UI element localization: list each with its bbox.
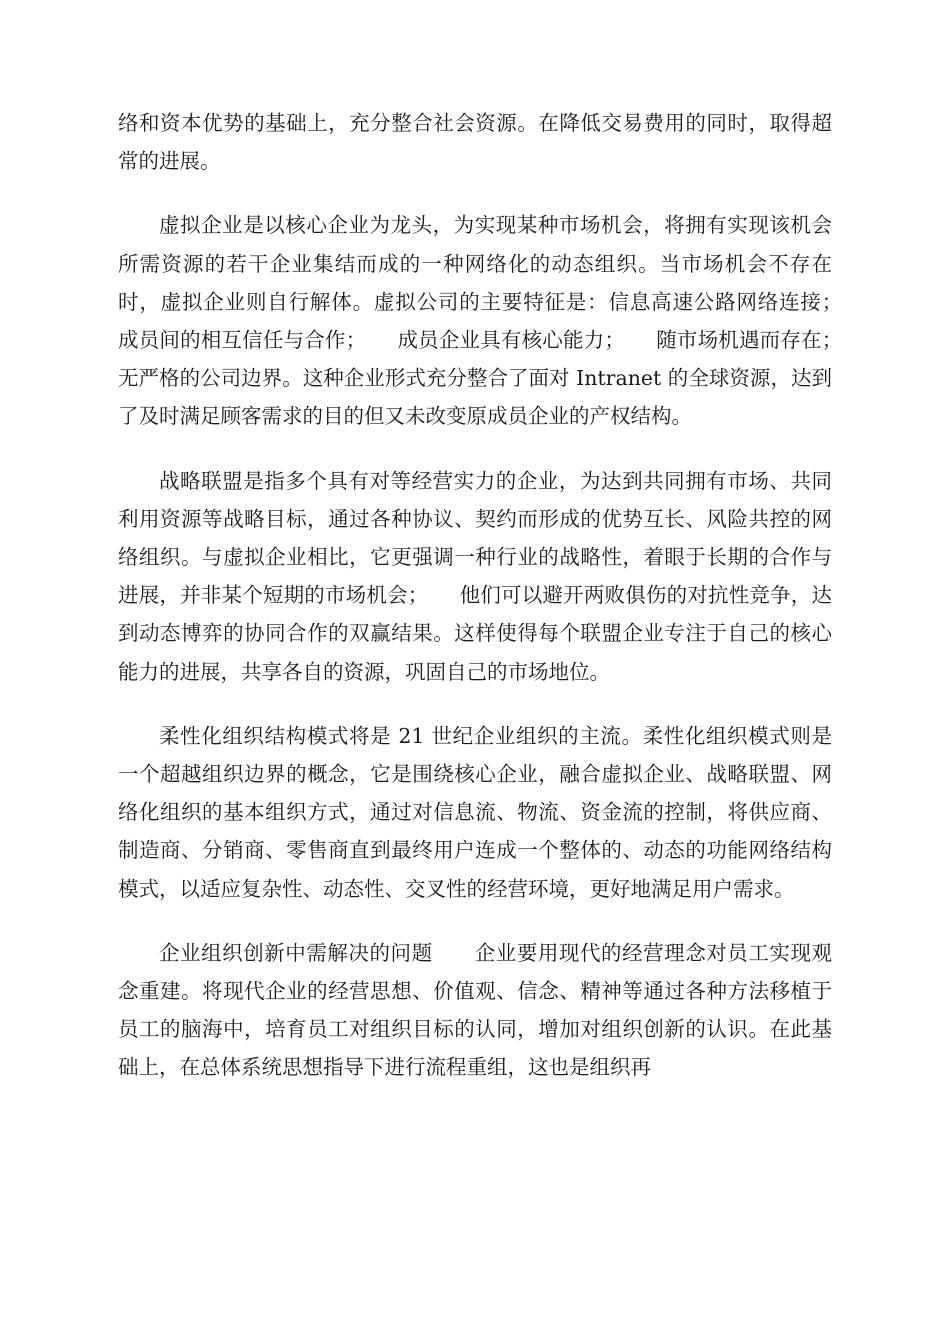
paragraph-virtual-enterprise: 虚拟企业是以核心企业为龙头，为实现某种市场机会，将拥有实现该机会所需资源的若干企业集结而成的一种网络化的动态组织。当市场机会不存在时，虚拟企业则自行解体。虚拟公司的主要特征是：信息高速公路网络连接； 成员间的相互信任与合作； 成员企业具有核心能力； 随市场机遇而存在； 无严格的公司边界。这种企业形式充分整合了面对 Intranet 的全球资源，达到了及时满足顾客需求的目的但又未改变原成员企业的产权结构。 (118, 213, 873, 429)
paragraph-continuation: 络和资本优势的基础上，充分整合社会资源。在降低交易费用的同时，取得超常的进展。 (118, 111, 832, 174)
paragraph-strategic-alliance: 战略联盟是指多个具有对等经营实力的企业，为达到共同拥有市场、共同利用资源等战略目标，通过各种协议、契约而形成的优势互长、风险共控的网络组织。与虚拟企业相比，它更强调一种行业的战略性，着眼于长期的合作与进展，并非某个短期的市场机会； 他们可以避开两败俱伤的对抗性竞争，达到动态博弈的协同合作的双赢结果。这样使得每个联盟企业专注于自己的核心能力的进展，共享各自的资源，巩固自己的市场地位。 (118, 468, 832, 684)
paragraph-flexible-organization: 柔性化组织结构模式将是 21 世纪企业组织的主流。柔性化组织模式则是一个超越组织边界的概念，它是围绕核心企业，融合虚拟企业、战略联盟、网络化组织的基本组织方式，通过对信息流、物流、资金流的控制，将供应商、制造商、分销商、零售商直到最终用户连成一个整体的、动态的功能网络结构模式，以适应复杂性、动态性、交叉性的经营环境，更好地满足用户需求。 (118, 723, 832, 901)
document-page (118, 104, 873, 1113)
paragraph-organizational-innovation: 企业组织创新中需解决的问题 企业要用现代的经营理念对员工实现观念重建。将现代企业的经营思想、价值观、信念、精神等通过各种方法移植于员工的脑海中，培育员工对组织目标的认同，增加对组织创新的认识。在此基础上，在总体系统思想指导下进行流程重组，这也是组织再 (118, 940, 832, 1080)
